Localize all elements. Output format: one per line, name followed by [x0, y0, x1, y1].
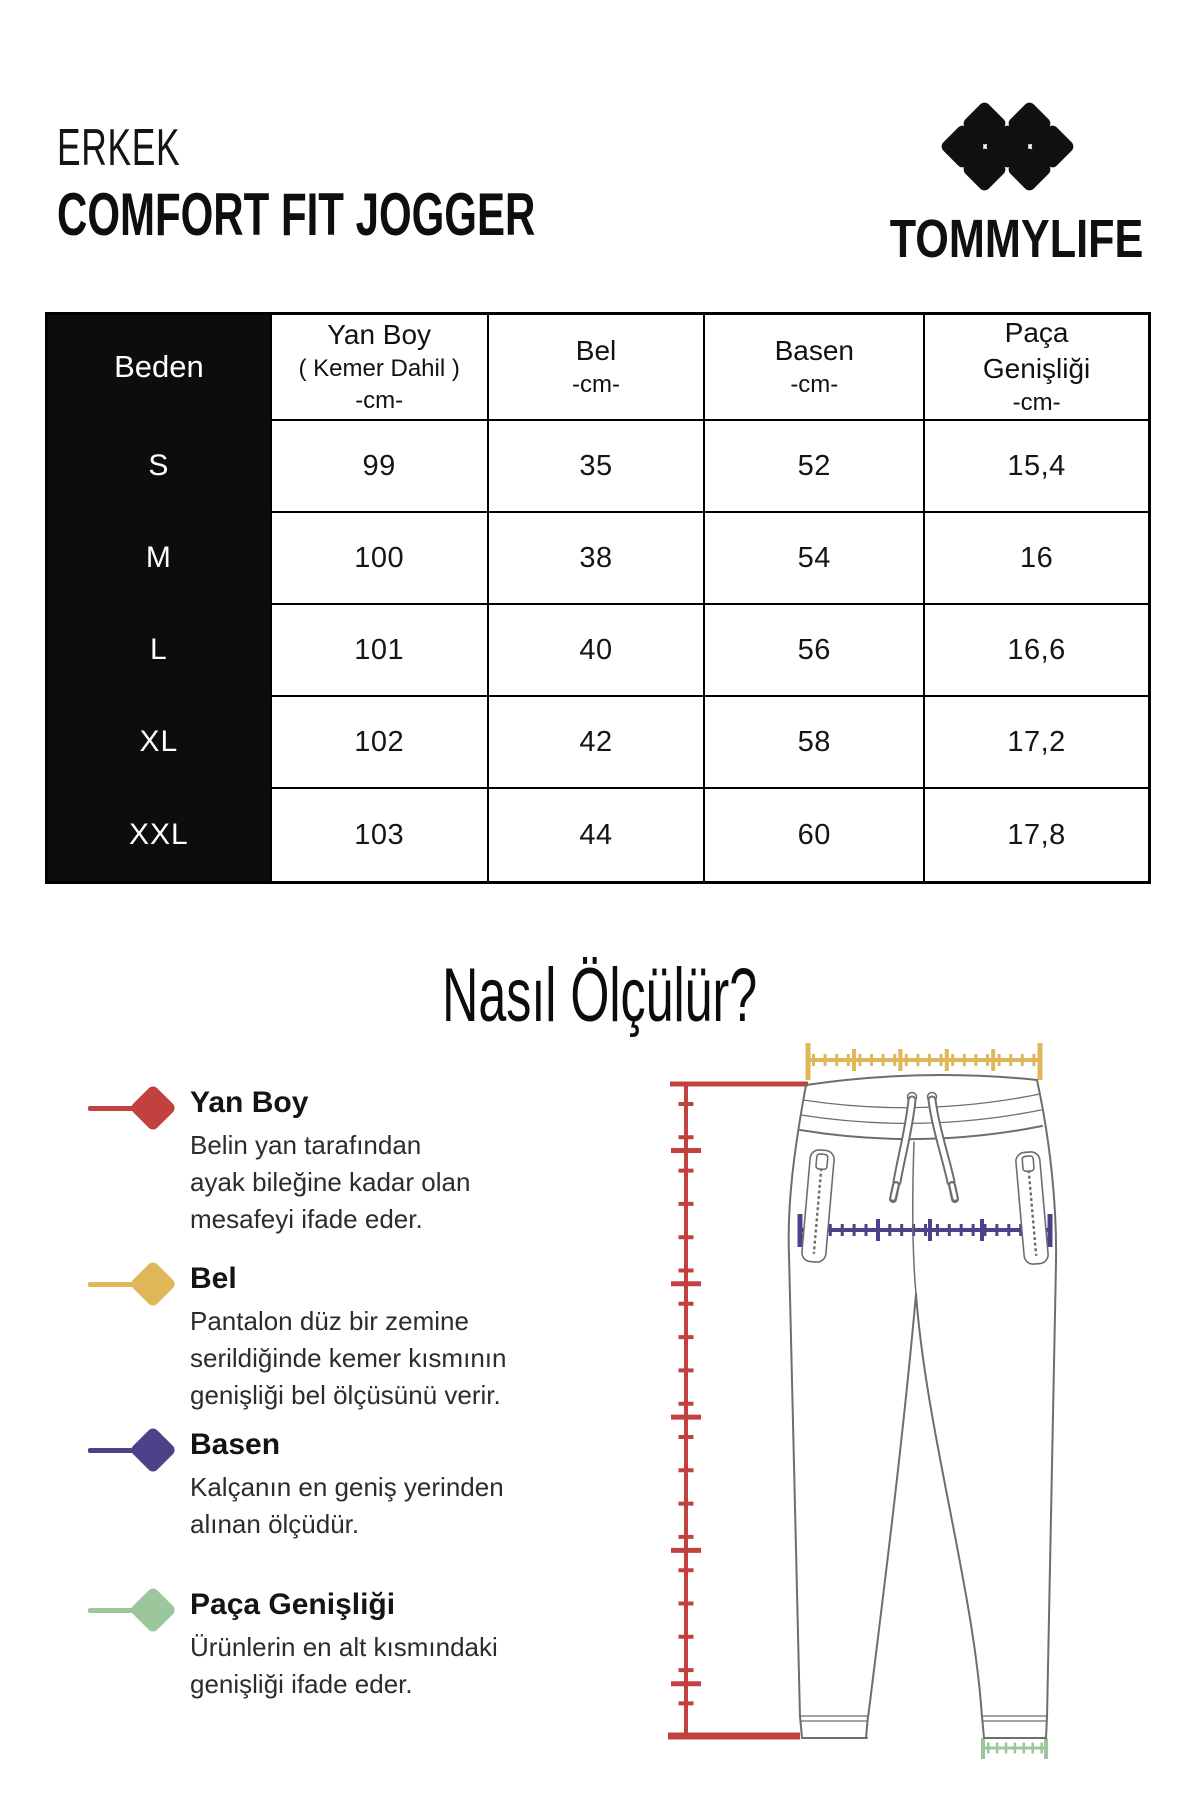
- how-to-measure-title: Nasıl Ölçülür?: [442, 953, 758, 1038]
- legend-label: Yan Boy: [190, 1086, 309, 1119]
- paca-genisligi-marker-icon: [75, 1586, 187, 1634]
- value-cell: 56: [705, 605, 925, 697]
- zip-pocket-right: [1015, 1151, 1049, 1265]
- value-cell: 100: [272, 513, 489, 605]
- value-cell: 15,4: [925, 421, 1148, 513]
- brand-logo: [858, 100, 1158, 270]
- brand-diamonds-icon: [942, 100, 1074, 194]
- legend-label: Paça Genişliği: [190, 1588, 396, 1621]
- size-cell: XXL: [48, 789, 272, 881]
- value-cell: 17,2: [925, 697, 1148, 789]
- value-cell: 35: [489, 421, 706, 513]
- col-header-yan-boy: Yan Boy ( Kemer Dahil ) -cm-: [272, 315, 489, 421]
- legend-desc: Belin yan tarafından ayak bileğine kadar olan mesafeyi ifade eder.: [190, 1130, 471, 1234]
- value-cell: 44: [489, 789, 706, 881]
- value-cell: 54: [705, 513, 925, 605]
- how-to-measure-section: [0, 952, 1200, 1039]
- value-cell: 17,8: [1007, 818, 1066, 851]
- side-length-ruler: [668, 1084, 808, 1738]
- value-cell: 16,6: [925, 605, 1148, 697]
- col-header-bel: Bel -cm-: [489, 315, 706, 421]
- value-cell: 101: [272, 605, 489, 697]
- legend-desc: Kalçanın en geniş yerinden alınan ölçüdür.: [190, 1472, 504, 1539]
- size-cell: S: [48, 421, 272, 513]
- value-cell: 38: [489, 513, 706, 605]
- pants-measurement-diagram: [560, 1030, 1160, 1790]
- col-header-beden: Beden: [48, 315, 272, 421]
- legend-label: Basen: [190, 1428, 281, 1461]
- hem-ruler: [983, 1738, 1046, 1759]
- zip-pocket-left: [801, 1149, 835, 1263]
- value-cell: 42: [489, 697, 706, 789]
- bel-marker-icon: [75, 1260, 187, 1308]
- size-cell: XL: [48, 697, 272, 789]
- brand-wordmark: TOMMYLIFE: [889, 209, 1144, 269]
- col-header-basen: Basen -cm-: [705, 315, 925, 421]
- category-title: ERKEK: [57, 119, 181, 177]
- drawstring: [893, 1093, 955, 1200]
- legend-desc: Ürünlerin en alt kısmındaki genişliği ifade eder.: [190, 1632, 498, 1699]
- legend-label: Bel: [190, 1262, 237, 1295]
- size-cell: M: [48, 513, 272, 605]
- product-heading: [57, 118, 740, 249]
- product-title: COMFORT FIT JOGGER: [57, 181, 536, 248]
- size-table: [45, 312, 1151, 884]
- value-cell: 102: [272, 697, 489, 789]
- value-cell: 99: [272, 421, 489, 513]
- value-cell: 40: [489, 605, 706, 697]
- size-cell: L: [48, 605, 272, 697]
- value-cell: 58: [705, 697, 925, 789]
- value-cell: 52: [705, 421, 925, 513]
- value-cell: 103: [272, 789, 489, 881]
- hip-ruler: [800, 1214, 1050, 1247]
- col-header-paca-genisligi: Paça Genişliği -cm-: [925, 315, 1148, 421]
- yan-boy-marker-icon: [75, 1084, 187, 1132]
- value-cell: 16: [925, 513, 1148, 605]
- legend-desc: Pantalon düz bir zemine serildiğinde kemer kısmının genişliği bel ölçüsünü verir.: [190, 1306, 507, 1410]
- value-cell: 60: [705, 789, 925, 881]
- basen-marker-icon: [75, 1426, 187, 1474]
